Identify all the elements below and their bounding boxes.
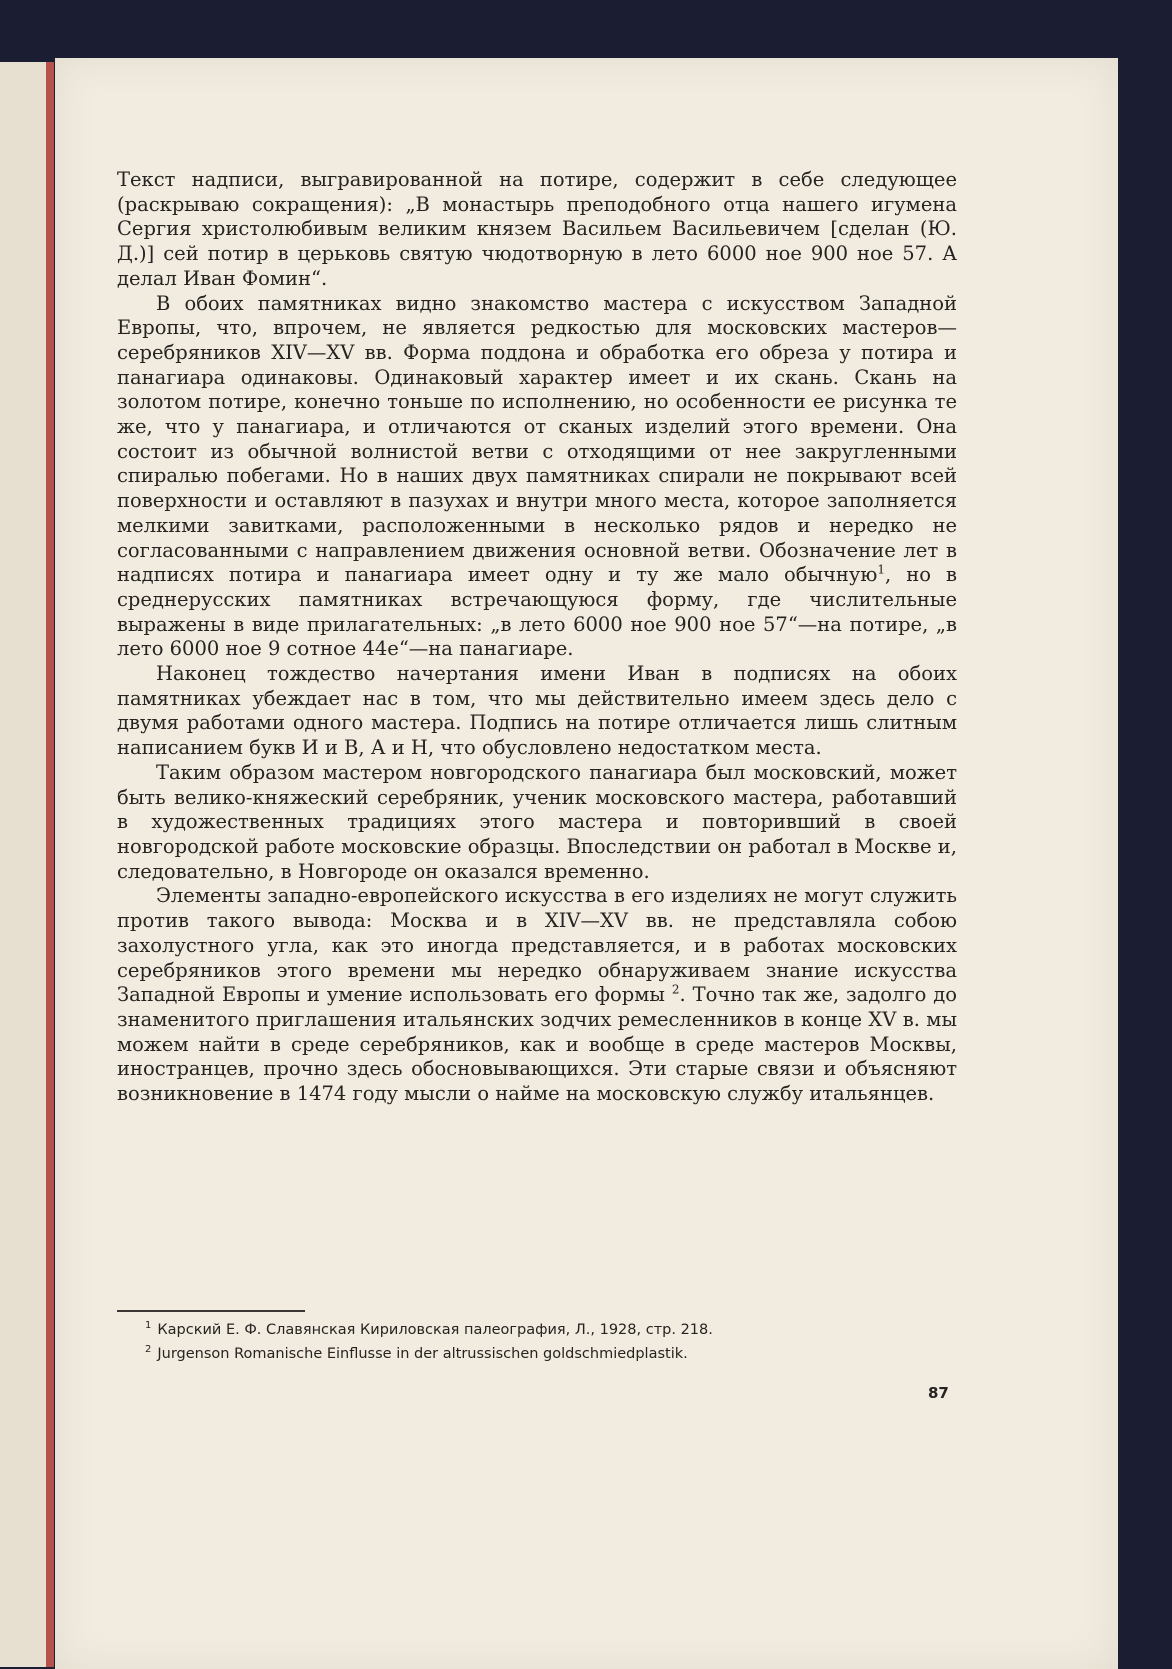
footnote-1-number: 1 [145,1320,152,1331]
footnote-1 [145,1316,945,1340]
page-number: 87 [928,1384,949,1402]
footnote-2 [145,1340,945,1364]
paragraph-1: Текст надписи, выгравированной на потире, содержит в себе следующее (раскрываю сокращения): „В монастырь преподобного отца нашего игумена Сергия христолюбивым великим князем Васильем Васильевичем [сделан (Ю. Д.)] сей потир в церьковь святую чюдотворную в лето 6000 ное 900 ное 57. А делал Иван Фомин“. [117,168,957,290]
paragraph-5: Элементы западно-европейского искусства в его изделиях не могут служить против такого вывода: Москва и в XIV—XV вв. не представляла собою захолустного угла, как это иногда представляется, и в работах московских серебряников этого времени мы нередко обнаруживаем знание искусства Западной Европы и умение использовать его формы $^2$. Точно так же, задолго до знаменитого приглашения итальянских зодчих ремесленников в конце XV в. мы можем найти в среде серебряников, как и вообще в среде мастеров Москвы, иностранцев, прочно здесь обосновывающихся. Эти старые связи и объясняют возникновение в 1474 году мысли о найме на московскую службу итальянцев. [117,884,957,1106]
facing-page-red-edge [46,62,54,1667]
facing-page-edge [0,62,50,1667]
footnote-ref-2: 2 [671,982,680,997]
paragraph-2 [117,292,957,663]
paragraph-3: Наконец тождество начертания имени Иван в подписях на обоих памятниках убеждает нас в том, что мы действительно имеем здесь дело с двумя работами одного мастера. Подпись на потире отличается лишь слитным написанием букв И и В, А и Н, что обусловлено недостатком места. [117,662,957,760]
paragraph-4: Таким образом мастером новгородского панагиара был московский, может быть велико-княжеский серебряник, ученик московского мастера, работавший в художественных традициях этого мастера и повторивший в своей новгородской работе московские образцы. Впоследствии он работал в Москве и, следовательно, в Новгороде он оказался временно. [117,760,957,883]
paragraph-5-tail: Точно так же, задолго до знаменитого приглашения итальянских зодчих ремесленников в конце XV в. мы можем найти в среде серебряников, как и вообще в среде мастеров Москвы, иностранцев, прочно здесь обосновывающихся. Эти старые связи и объясняют возникновение в 1474 году мысли о найме на московскую службу итальянцев. [117,983,957,1106]
paragraph-5-text: Элементы западно-европейского искусства в его изделиях не могут служить против такого вывода: Москва и в XIV—XV вв. не представляла собою захолустного угла, как это иногда представляется, и в работах московских серебряников этого времени мы нередко обнаруживаем знание искусства Западной Европы и умение использовать его формы [117,884,957,1007]
footnote-2-text: Jurgenson Romanische Einflusse in der altrussischen goldschmiedplastik. [157,1345,688,1362]
paragraph-2-tail: , но в среднерусских памятниках встречающуюся форму, где числительные выражены в виде прилагательных: „в лето 6000 ное 900 ное 57“—на потире, „в лето 6000 ное 9 сотное 44е“—на панагиаре. [117,563,957,661]
footnotes [145,1316,945,1364]
body-text [117,168,957,1107]
footnote-ref-1: 1 [877,562,885,577]
footnote-2-number: 2 [145,1343,152,1355]
paragraph-2-text: В обоих памятниках видно знакомство мастера с искусством Западной Европы, что, впрочем, не является редкостью для московских мастеров—серебряников XIV—XV вв. Форма поддона и обработка его обреза у потира и панагиара одинаковы. Одинаковый характер имеет и их скань. Скань на золотом потире, конечно тоньше по исполнению, но особенности ее рисунка те же, что у панагиара, и отличаются от сканых изделий этого времени. Она состоит из обычной волнистой ветви с отходящими от нее закругленными спиралью побегами. Но в наших двух памятниках спирали не покрывают всей поверхности и оставляют в пазухах и внутри много места, которое заполняется мелкими завитками, расположенными в несколько рядов и нередко не согласованными с направлением движения основной ветви. Обозначение лет в надписях потира и панагиара имеет одну и ту же мало обычную [117,291,957,587]
footnote-separator [117,1310,305,1312]
footnote-1-text: Карский Е. Ф. Славянская Кириловская палеография, Л., 1928, стр. 218. [157,1321,713,1338]
